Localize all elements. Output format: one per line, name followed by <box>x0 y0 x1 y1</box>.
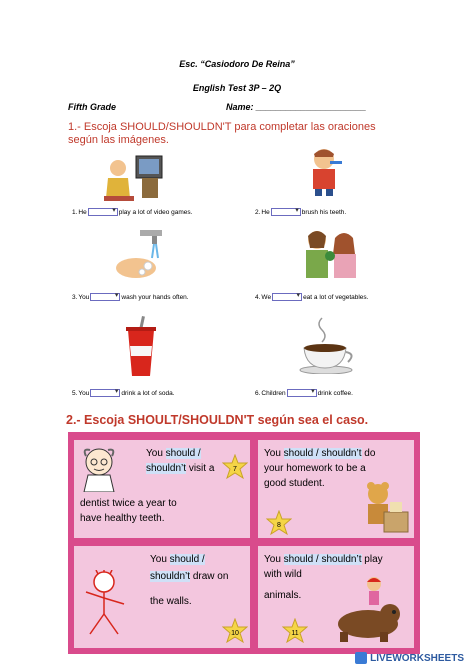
test-title: English Test 3P – 2Q <box>192 83 282 93</box>
sentence-subject: He <box>78 208 87 216</box>
star-icon <box>222 618 248 644</box>
grade-label: Fifth Grade <box>68 102 117 112</box>
card4-line2: with wild <box>264 569 302 580</box>
sentence-number: 5. <box>72 389 78 397</box>
card1-line2: shouldn’t visit a <box>146 463 215 474</box>
star-icon <box>266 510 292 536</box>
card-walls <box>74 546 250 648</box>
answer-dropdown-4[interactable] <box>272 293 302 301</box>
dropdown-answer-10b[interactable]: shouldn’t <box>150 571 191 582</box>
logo-icon <box>355 652 367 664</box>
drawing-kid-picture <box>80 570 130 636</box>
dropdown-answer-7b[interactable]: shouldn’t <box>146 463 187 474</box>
sentence-number: 1. <box>72 208 78 216</box>
name-field[interactable]: Name: ______________________ <box>226 102 367 112</box>
sentence-number: 4. <box>255 293 261 301</box>
card3-line1: You should / <box>150 554 205 565</box>
card1-line3: dentist twice a year to <box>80 498 177 509</box>
dropdown-answer-8[interactable]: should / shouldn’t <box>283 448 362 459</box>
card3-line2: shouldn’t draw on <box>150 571 229 582</box>
brushing-teeth-picture <box>300 147 350 197</box>
star-icon <box>222 454 248 480</box>
star-number: 8 <box>277 522 281 529</box>
card4-line1: You should / shouldn’t play <box>264 554 383 565</box>
card2-line2: your homework to be a <box>264 463 366 474</box>
card3-line3: the walls. <box>150 596 192 607</box>
answer-dropdown-1[interactable] <box>88 208 118 216</box>
card1-line4: have healthy teeth. <box>80 513 165 524</box>
school-name: Esc. “Casiodoro De Reina” <box>179 59 295 69</box>
answer-dropdown-5[interactable] <box>90 389 120 397</box>
answer-dropdown-6[interactable] <box>287 389 317 397</box>
brand-text: LIVEWORKSHEETS <box>370 652 464 664</box>
sentence-number: 3. <box>72 293 78 301</box>
sentence-number: 6. <box>255 389 261 397</box>
card2-line1: You should / shouldn’t do <box>264 448 376 459</box>
eating-vegetables-picture <box>300 228 362 283</box>
washing-hands-picture <box>108 228 168 283</box>
sentence-rest: play a lot of video games. <box>118 208 193 216</box>
sentence-rest: wash your hands often. <box>121 293 189 301</box>
star-number: 7 <box>233 466 237 473</box>
sentence-rest: drink coffee. <box>317 389 353 397</box>
sentence-1 <box>72 208 192 216</box>
card-dentist <box>74 440 250 538</box>
sentence-subject: You <box>78 293 90 301</box>
dentist-picture <box>78 444 120 492</box>
card-wild-animals <box>258 546 414 648</box>
star-number: 10 <box>231 630 239 637</box>
sentence-3 <box>72 293 189 301</box>
section1-title: 1.- Escoja SHOULD/SHOULDN'T para completar las oraciones según las imágenes. <box>68 121 376 146</box>
section2-title: 2.- Escoja SHOULT/SHOULDN'T según sea el caso. <box>66 413 369 427</box>
card1-line1: You should / <box>146 448 201 459</box>
sentence-4 <box>255 293 368 301</box>
answer-dropdown-3[interactable] <box>90 293 120 301</box>
sentence-5 <box>72 389 175 397</box>
bear-girl-picture <box>328 574 410 646</box>
bear-student-picture <box>362 480 410 534</box>
liveworksheets-logo <box>355 652 464 664</box>
card2-line3: good student. <box>264 478 325 489</box>
star-number: 11 <box>291 630 299 637</box>
answer-dropdown-2[interactable] <box>271 208 301 216</box>
card-homework <box>258 440 414 538</box>
sentence-subject: Children <box>261 389 286 397</box>
video-game-picture <box>98 150 168 205</box>
sentence-2 <box>255 208 346 216</box>
dropdown-answer-11[interactable]: should / shouldn’t <box>283 554 362 565</box>
sentence-subject: He <box>261 208 270 216</box>
sentence-6 <box>255 389 353 397</box>
star-icon <box>282 618 308 644</box>
dropdown-answer-7[interactable]: should / <box>165 448 201 459</box>
grade-row <box>68 102 408 112</box>
sentence-subject: You <box>78 389 90 397</box>
sentence-rest: eat a lot of vegetables. <box>303 293 369 301</box>
coffee-cup-picture <box>298 316 358 374</box>
sentence-subject: We <box>261 293 272 301</box>
card4-line3: animals. <box>264 590 302 601</box>
cards-frame <box>68 432 420 654</box>
sentence-number: 2. <box>255 208 261 216</box>
sentence-rest: brush his teeth. <box>301 208 347 216</box>
dropdown-answer-10[interactable]: should / <box>169 554 205 565</box>
sentence-rest: drink a lot of soda. <box>121 389 175 397</box>
soda-cup-picture <box>122 316 160 378</box>
